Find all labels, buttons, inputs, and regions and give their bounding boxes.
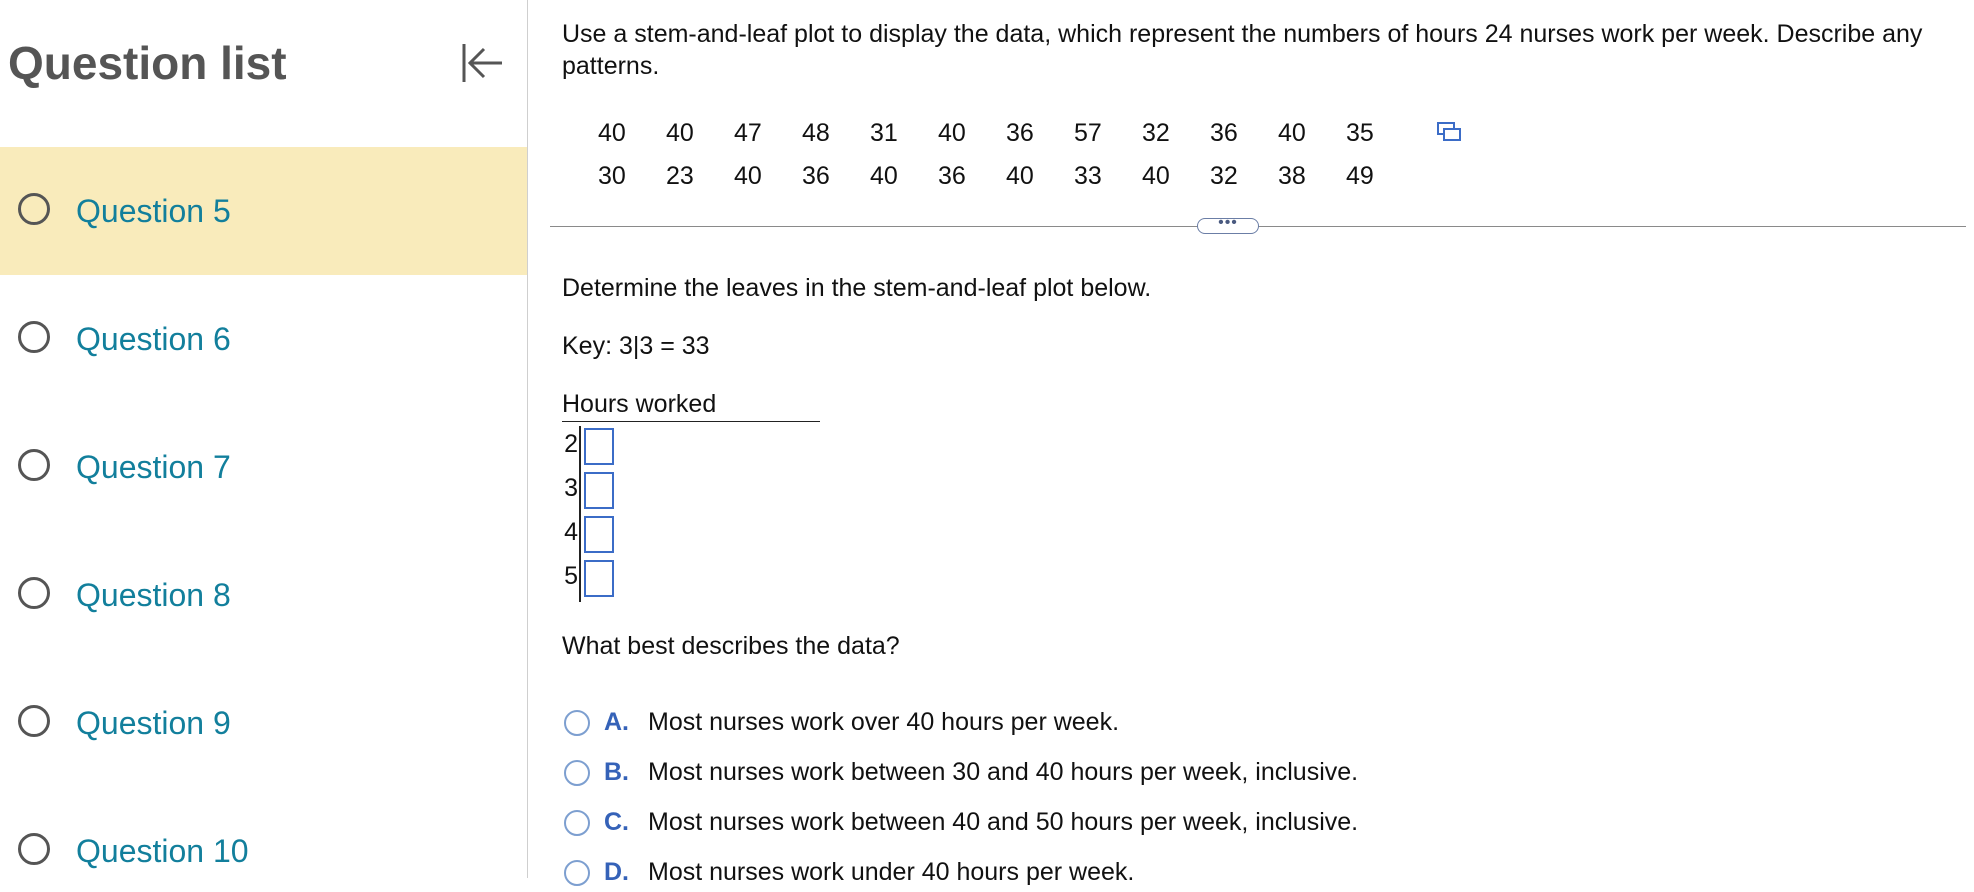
stem-divider	[579, 426, 581, 470]
leaf-input-3[interactable]	[584, 472, 614, 509]
data-cell: 36	[802, 162, 830, 190]
question-label: Question 10	[76, 833, 249, 869]
expand-button[interactable]: •••	[1197, 218, 1259, 234]
question-item-7[interactable]	[0, 403, 527, 531]
data-cell: 32	[1210, 162, 1238, 190]
data-row	[598, 155, 1414, 198]
radio-icon[interactable]	[564, 810, 590, 836]
data-cell: 36	[938, 162, 966, 190]
option-letter: D.	[604, 858, 629, 886]
stem-value: 2	[564, 430, 578, 458]
stem-value: 3	[564, 474, 578, 502]
question-label: Question 5	[76, 193, 231, 229]
stem-value: 5	[564, 562, 578, 590]
option-letter: A.	[604, 708, 629, 736]
data-cell: 40	[1006, 162, 1034, 190]
data-table	[598, 112, 1414, 198]
collapse-sidebar-button[interactable]	[456, 38, 506, 88]
copy-icon	[1436, 120, 1462, 144]
radio-icon	[18, 321, 50, 353]
question-list-sidebar	[0, 0, 528, 878]
data-row	[598, 112, 1414, 155]
radio-icon	[18, 705, 50, 737]
data-cell: 23	[666, 162, 694, 190]
stem-value: 4	[564, 518, 578, 546]
question-item-5[interactable]	[0, 147, 527, 275]
data-cell: 32	[1142, 119, 1170, 147]
data-cell: 33	[1074, 162, 1102, 190]
data-cell: 40	[870, 162, 898, 190]
question-content	[528, 0, 1974, 886]
stem-divider	[579, 470, 581, 514]
option-letter: B.	[604, 758, 629, 786]
plot-key: Key: 3|3 = 33	[562, 332, 710, 360]
radio-icon	[18, 193, 50, 225]
copy-data-button[interactable]	[1436, 120, 1462, 144]
data-cell: 40	[598, 119, 626, 147]
radio-icon	[18, 449, 50, 481]
question-label: Question 6	[76, 321, 231, 357]
leaf-input-4[interactable]	[584, 516, 614, 553]
leaf-input-2[interactable]	[584, 428, 614, 465]
option-text: Most nurses work over 40 hours per week.	[648, 708, 1120, 736]
description-question: What best describes the data?	[562, 632, 900, 660]
question-item-6[interactable]	[0, 275, 527, 403]
stem-leaf-title: Hours worked	[562, 390, 820, 422]
data-cell: 31	[870, 119, 898, 147]
question-label: Question 9	[76, 705, 231, 741]
question-item-8[interactable]	[0, 531, 527, 659]
option-text: Most nurses work between 30 and 40 hours per week, inclusive.	[648, 758, 1359, 786]
stem-divider	[579, 558, 581, 602]
sidebar-title: Question list	[8, 37, 287, 89]
radio-icon	[18, 577, 50, 609]
data-cell: 30	[598, 162, 626, 190]
radio-icon[interactable]	[564, 860, 590, 886]
question-item-9[interactable]	[0, 659, 527, 787]
question-item-10[interactable]	[0, 787, 527, 878]
data-cell: 38	[1278, 162, 1306, 190]
option-letter: C.	[604, 808, 629, 836]
data-cell: 47	[734, 119, 762, 147]
data-cell: 36	[1006, 119, 1034, 147]
leaf-input-5[interactable]	[584, 560, 614, 597]
data-cell: 49	[1346, 162, 1374, 190]
data-cell: 40	[1142, 162, 1170, 190]
option-text: Most nurses work under 40 hours per week.	[648, 858, 1135, 886]
data-cell: 40	[938, 119, 966, 147]
collapse-left-icon	[456, 38, 506, 88]
question-label: Question 7	[76, 449, 231, 485]
data-cell: 40	[666, 119, 694, 147]
data-cell: 57	[1074, 119, 1102, 147]
radio-icon	[18, 833, 50, 865]
question-prompt: Use a stem-and-leaf plot to display the data, which represent the numbers of hours 24 nurses work per week. Describe any patterns.	[562, 20, 1923, 80]
instruction-text: Determine the leaves in the stem-and-leaf plot below.	[562, 274, 1152, 302]
data-cell: 48	[802, 119, 830, 147]
radio-icon[interactable]	[564, 710, 590, 736]
data-cell: 40	[734, 162, 762, 190]
stem-divider	[579, 514, 581, 558]
question-label: Question 8	[76, 577, 231, 613]
data-cell: 35	[1346, 119, 1374, 147]
option-text: Most nurses work between 40 and 50 hours per week, inclusive.	[648, 808, 1359, 836]
data-cell: 36	[1210, 119, 1238, 147]
data-cell: 40	[1278, 119, 1306, 147]
radio-icon[interactable]	[564, 760, 590, 786]
